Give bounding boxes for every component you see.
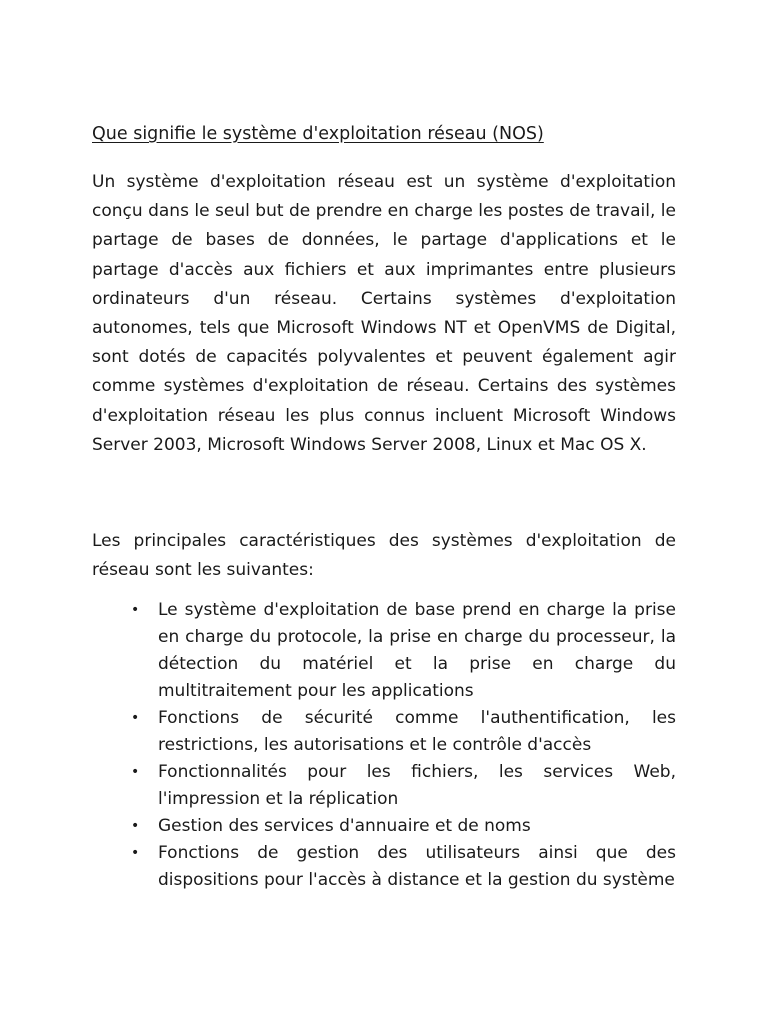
list-item [131, 705, 676, 759]
document-title: Que signifie le système d'exploitation réseau (NOS) [92, 124, 544, 144]
list-item-text: Le système d'exploitation de base prend en charge la prise en charge du protocole, la prise en charge du processeur, la détection du matériel et la prise en charge du multitraitement pour les applications [158, 600, 676, 701]
intro-paragraph: Un système d'exploitation réseau est un système d'exploitation conçu dans le seul but de prendre en charge les postes de travail, le partage de bases de données, le partage d'applications et le partage d'accès aux fichiers et aux imprimantes entre plusieurs ordinateurs d'un réseau. Certains systèmes d'exploitation autonomes, tels que Microsoft Windows NT et OpenVMS de Digital, sont dotés de capacités polyvalentes et peuvent également agir comme systèmes d'exploitation de réseau. Certains des systèmes d'exploitation réseau les plus connus incluent Microsoft Windows Server 2003, Microsoft Windows Server 2008, Linux et Mac OS X. [92, 172, 676, 455]
bullet-icon: • [131, 845, 140, 861]
list-item [131, 597, 676, 705]
list-item [131, 840, 676, 894]
bullet-icon: • [131, 764, 140, 780]
bullet-icon: • [131, 818, 140, 834]
features-intro-paragraph: Les principales caractéristiques des systèmes d'exploitation de réseau sont les suivantes: [92, 531, 676, 581]
features-list [131, 597, 676, 894]
list-item-text: Fonctions de gestion des utilisateurs ainsi que des dispositions pour l'accès à distance et la gestion du système [158, 843, 676, 890]
list-item-text: Gestion des services d'annuaire et de noms [158, 816, 531, 836]
list-item [131, 813, 676, 840]
list-item-text: Fonctionnalités pour les fichiers, les services Web, l'impression et la réplication [158, 762, 676, 809]
list-item-text: Fonctions de sécurité comme l'authentification, les restrictions, les autorisations et le contrôle d'accès [158, 708, 676, 755]
list-item [131, 759, 676, 813]
bullet-icon: • [131, 710, 140, 726]
bullet-icon: • [131, 602, 140, 618]
